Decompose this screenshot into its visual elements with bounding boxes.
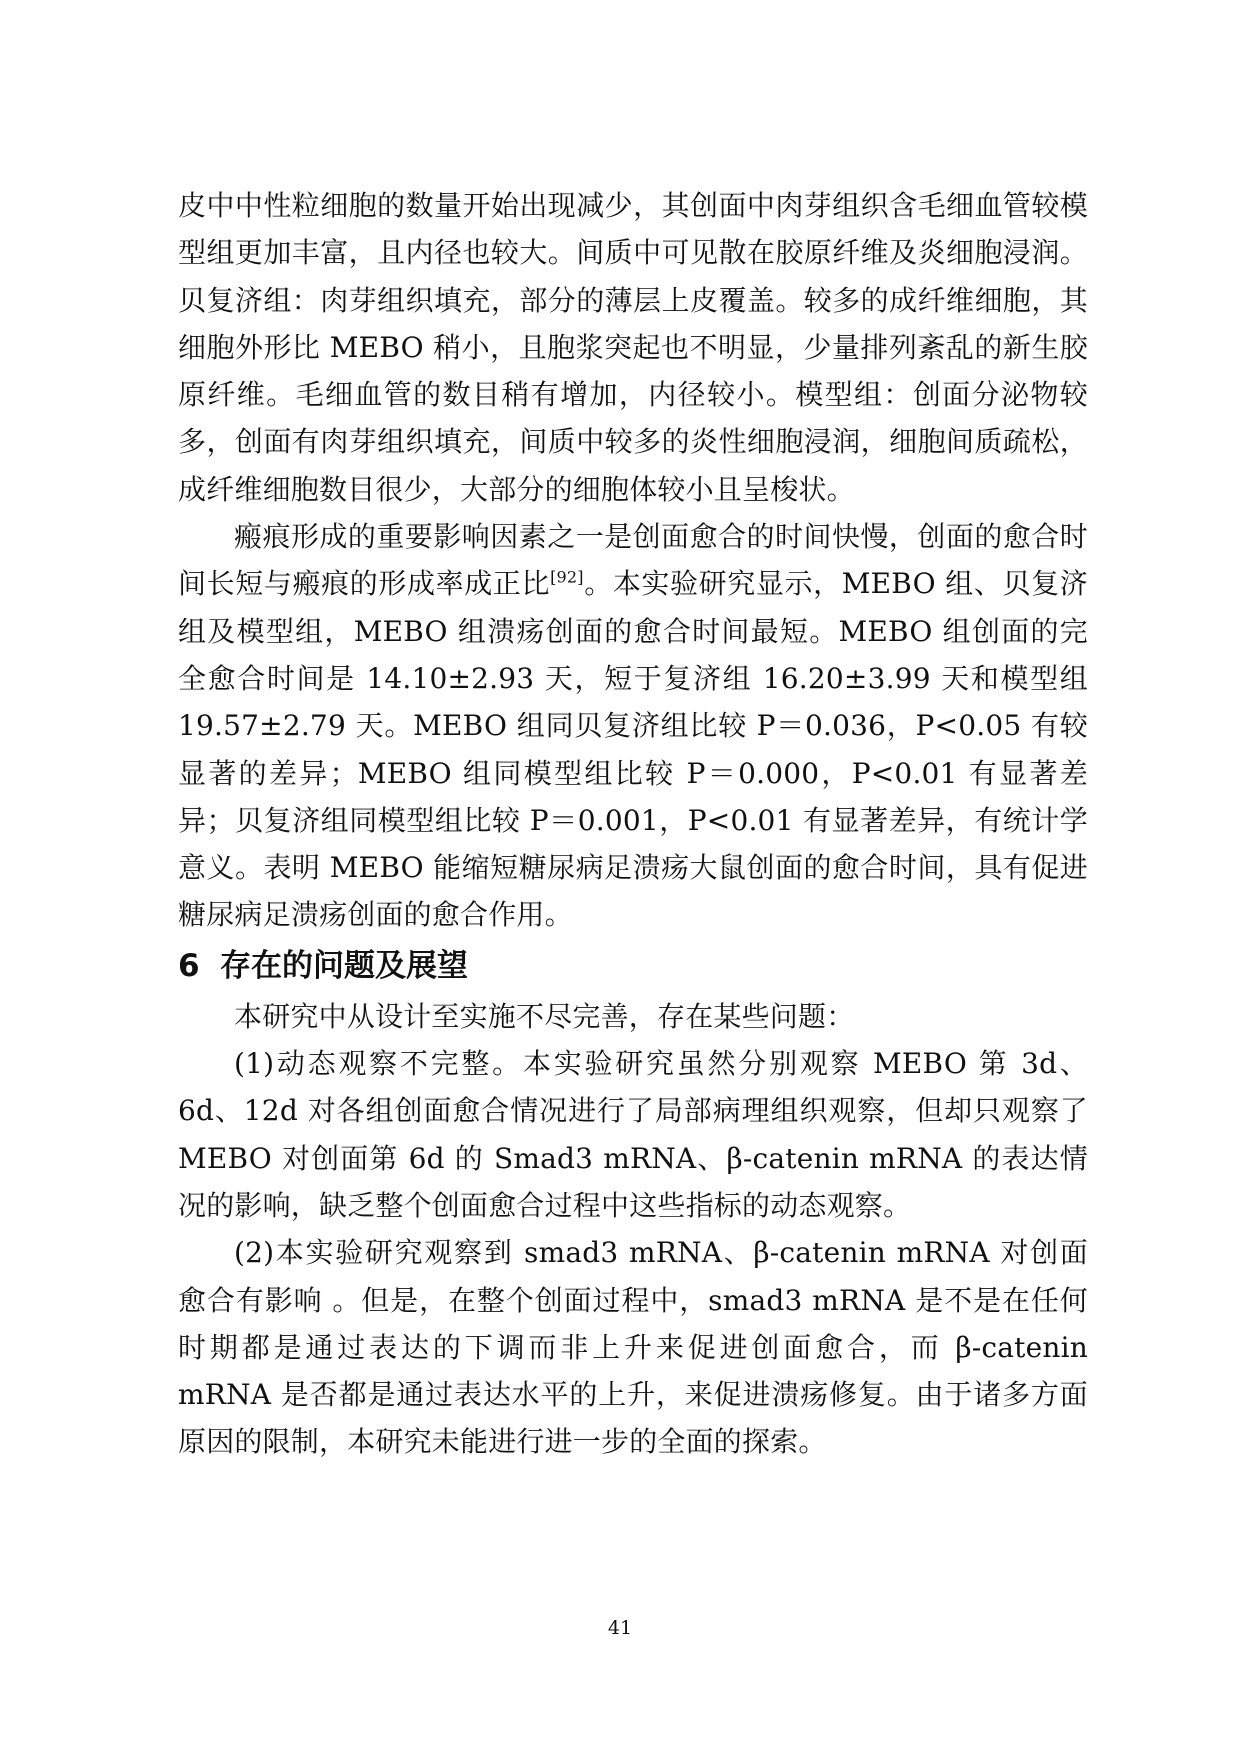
section-title: 存在的问题及展望 — [220, 947, 468, 984]
page-number: 41 — [607, 1617, 633, 1639]
paragraph-2-text-a: 瘢痕形成的重要影响因素之一是创面愈合的时间快慢，创面的愈合时间长短与瘢痕的形成率成正比 — [178, 520, 1088, 601]
section-number: 6 — [178, 947, 200, 984]
section-paragraph-1: 本研究中从设计至实施不尽完善，存在某些问题： — [234, 999, 855, 1033]
page-body — [178, 182, 1088, 1466]
section-heading — [178, 939, 1088, 993]
paragraph-2-text-b: 。本实验研究显示，MEBO 组、贝复济组及模型组，MEBO 组溃疡创面的愈合时间最短。MEBO 组创面的完全愈合时间是 14.10±2.93 天，短于复济组 16.20±3.99 天和模型组 19.57±2.79 天。MEBO 组同贝复济组比较 P＝0.036，P<0.05 有较显著的差异；MEBO 组同模型组比较 P＝0.000，P<0.01 有显著差异；贝复济组同模型组比较 P＝0.001，P<0.01 有显著差异，有统计学意义。表明 MEBO 能缩短糖尿病足溃疡大鼠创面的愈合时间，具有促进糖尿病足溃疡创面的愈合作用。 — [178, 567, 1088, 932]
body-paragraph-1: 皮中中性粒细胞的数量开始出现减少，其创面中肉芽组织含毛细血管较模型组更加丰富，且内径也较大。间质中可见散在胶原纤维及炎细胞浸润。贝复济组：肉芽组织填充，部分的薄层上皮覆盖。较多的成纤维细胞，其细胞外形比 MEBO 稍小，且胞浆突起也不明显，少量排列紊乱的新生胶原纤维。毛细血管的数目稍有增加，内径较小。模型组：创面分泌物较多，创面有肉芽组织填充，间质中较多的炎性细胞浸润，细胞间质疏松，成纤维细胞数目很少，大部分的细胞体较小且呈梭状。 — [178, 189, 1088, 506]
body-paragraph-2 — [178, 513, 1088, 939]
citation-92: [92] — [550, 568, 584, 588]
section-paragraph-3: (2)本实验研究观察到 smad3 mRNA、β-catenin mRNA 对创面愈合有影响 。但是，在整个创面过程中，smad3 mRNA 是不是在任何时期都是通过表达的下调而非上升来促进创面愈合，而 β-catenin mRNA 是否都是通过表达水平的上升，来促进溃疡修复。由于诸多方面原因的限制，本研究未能进行进一步的全面的探索。 — [178, 1236, 1088, 1459]
section-paragraph-2: (1)动态观察不完整。本实验研究虽然分别观察 MEBO 第 3d、6d、12d 对各组创面愈合情况进行了局部病理组织观察，但却只观察了 MEBO 对创面第 6d 的 Smad3 mRNA、β-catenin mRNA 的表达情况的影响，缺乏整个创面愈合过程中这些指标的动态观察。 — [178, 1047, 1088, 1222]
